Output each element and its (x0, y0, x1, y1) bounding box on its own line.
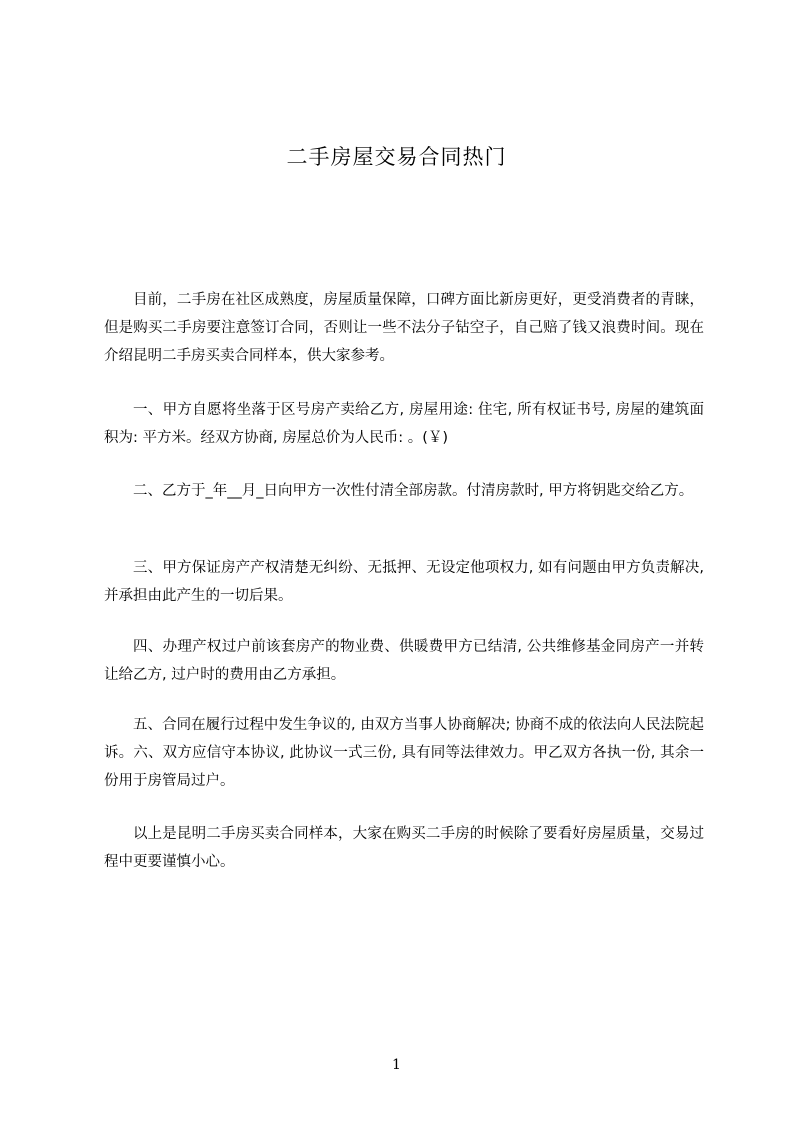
conclusion-paragraph: 以上是昆明二手房买卖合同样本，大家在购买二手房的时候除了要看好房屋质量，交易过程中更要谨慎小心。 (104, 826, 704, 870)
intro-paragraph: 目前，二手房在社区成熟度，房屋质量保障，口碑方面比新房更好，更受消费者的青睐，但是购买二手房要注意签订合同，否则让一些不法分子钻空子，自己赔了钱又浪费时间。现在介绍昆明二手房买卖合同样本，供大家参考。 (104, 292, 704, 364)
clause-3-paragraph: 三、甲方保证房产产权清楚无纠纷、无抵押、无设定他项权力, 如有问题由甲方负责解决, 并承担由此产生的一切后果。 (104, 560, 704, 604)
clause-1-paragraph: 一、甲方自愿将坐落于区号房产卖给乙方, 房屋用途: 住宅, 所有权证书号, 房屋的建筑面积为: 平方米。经双方协商, 房屋总价为人民币: 。(￥) (104, 402, 704, 446)
page-number: 1 (392, 1057, 401, 1073)
document-title: 二手房屋交易合同热门 (286, 145, 507, 169)
clause-4-paragraph: 四、办理产权过户前该套房产的物业费、供暖费甲方已结清, 公共维修基金同房产一并转让给乙方, 过户时的费用由乙方承担。 (104, 639, 704, 683)
clause-2-paragraph: 二、乙方于_年__月_日向甲方一次性付清全部房款。付清房款时, 甲方将钥匙交给乙方。 (133, 483, 694, 499)
clause-5-paragraph: 五、合同在履行过程中发生争议的, 由双方当事人协商解决; 协商不成的依法向人民法院起诉。六、双方应信守本协议, 此协议一式三份, 具有同等法律效力。甲乙双方各执一份, 其余一份用于房管局过户。 (104, 717, 704, 789)
